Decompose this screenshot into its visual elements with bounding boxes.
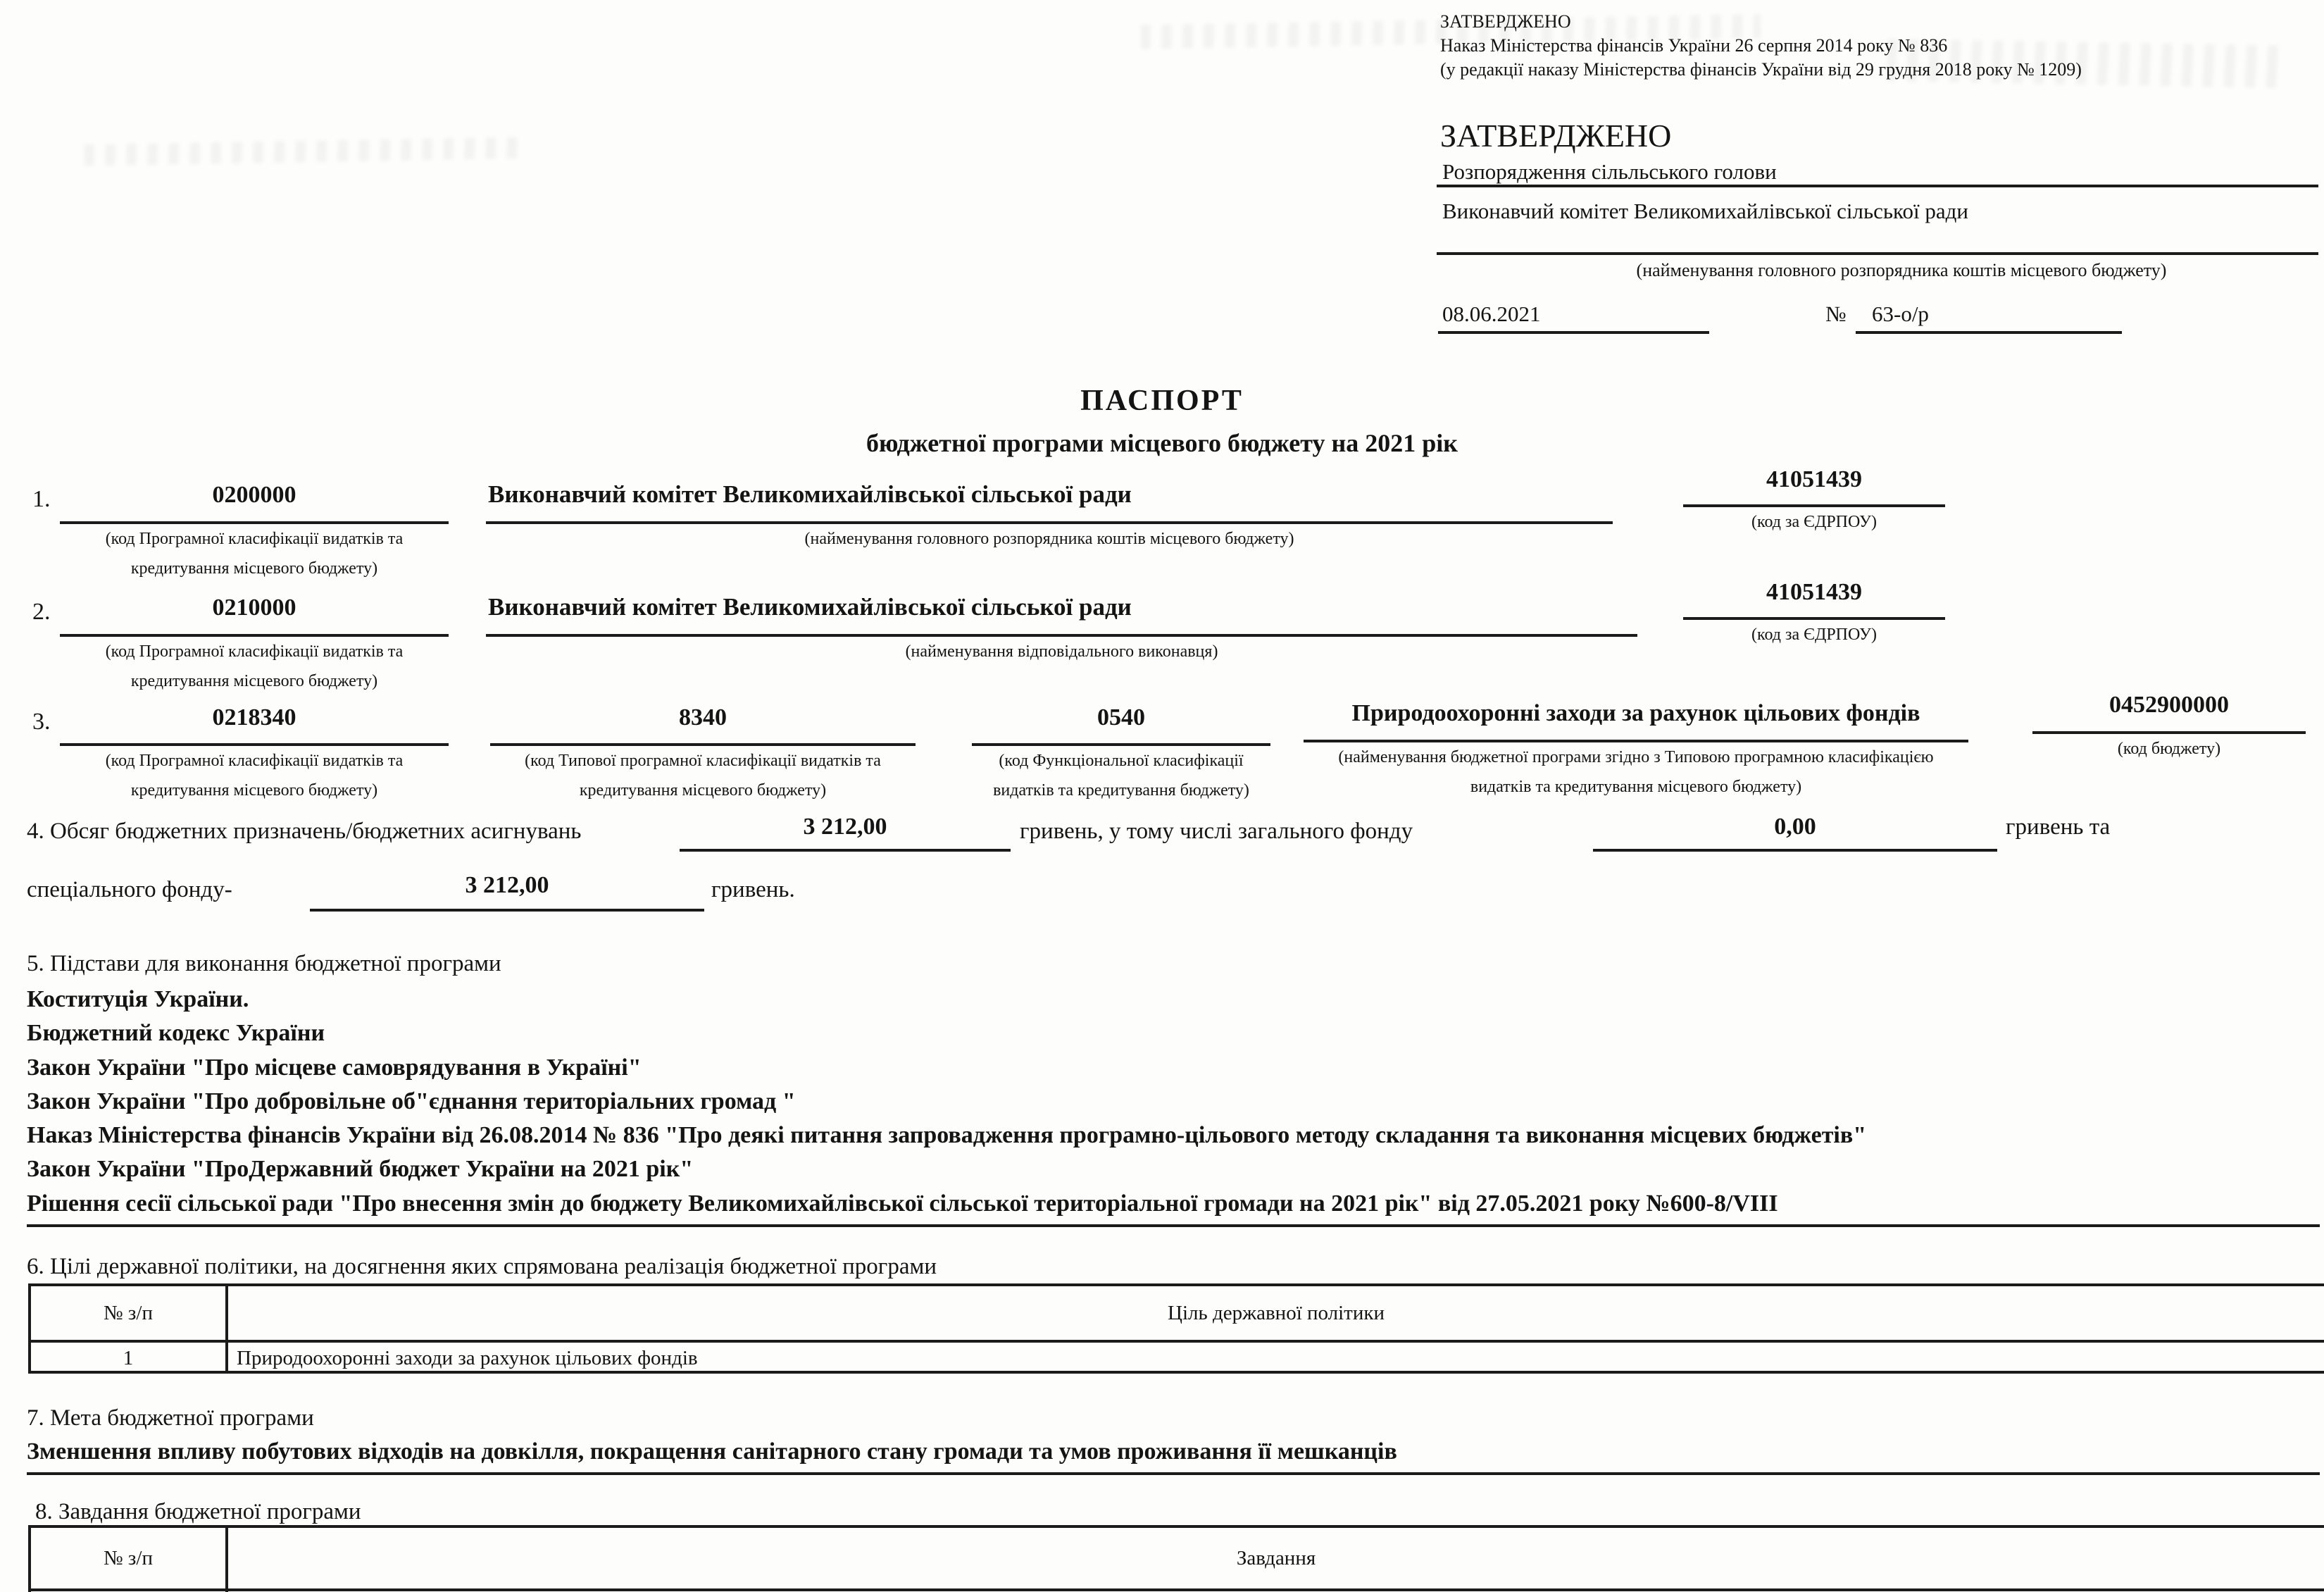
legal-basis-line: Бюджетний кодекс України xyxy=(27,1020,325,1046)
legal-basis-line: Закон України "Про добровільне об"єднання територіальних громад " xyxy=(27,1088,796,1114)
item2-name-underline xyxy=(486,634,1637,637)
item4-special-fund-amount: 3 212,00 xyxy=(465,872,549,898)
item1-name-underline xyxy=(486,521,1613,524)
item7-purpose-text: Зменшення впливу побутових відходів на довкілля, покращення санітарного стану громади та умов проживання її мешканців xyxy=(27,1438,1397,1464)
legal-basis-line: Наказ Міністерства фінансів України від 26.08.2014 № 836 "Про деякі питання запровадження програмно-цільового методу складання та виконання місцевих бюджетів" xyxy=(27,1122,1867,1148)
item3-code-underline xyxy=(60,743,449,746)
item3-program-caption-line1: (найменування бюджетної програми згідно з Типовою програмною класифікацією xyxy=(1338,748,1934,766)
item1-code-underline xyxy=(60,521,449,524)
item4-suffix: гривень та xyxy=(2006,814,2111,840)
item3-program-caption-line2: видатків та кредитування місцевого бюджету) xyxy=(1470,778,1802,796)
item3-budget-code-underline xyxy=(2032,731,2306,734)
item2-code-caption-line1: (код Програмної класифікації видатків та xyxy=(105,642,404,661)
tasks-table-header-num: № з/п xyxy=(104,1546,153,1569)
item2-code-caption-line2: кредитування місцевого бюджету) xyxy=(130,672,378,690)
goals-table xyxy=(28,1283,2324,1374)
item3-typical-caption-line1: (код Типової програмної класифікації видатків та xyxy=(525,752,881,770)
item3-budget-code-caption: (код бюджету) xyxy=(2117,740,2221,758)
item4-special-fund-underline xyxy=(310,909,704,912)
item8-heading: 8. Завдання бюджетної програми xyxy=(35,1499,361,1524)
item4-line2-suffix: гривень. xyxy=(711,877,795,902)
item2-program-code: 0210000 xyxy=(212,595,296,621)
tasks-table-header-task: Завдання xyxy=(1236,1546,1316,1569)
approval-order-type: Розпорядження сільльського голови xyxy=(1442,159,1777,184)
approval-number-underline xyxy=(1856,331,2122,334)
approval-order-underline xyxy=(1437,185,2318,187)
legal-basis-line: Закон України "Про місцеве самоврядування в Україні" xyxy=(27,1055,642,1081)
item2-organization-name: Виконавчий комітет Великомихайлівської сільської ради xyxy=(488,593,1132,621)
item4-total-underline xyxy=(680,849,1011,852)
page-title: ПАСПОРТ xyxy=(1080,385,1244,417)
item1-name-caption: (найменування головного розпорядника коштів місцевого бюджету) xyxy=(804,530,1294,548)
tasks-table-header-rule xyxy=(31,1588,2324,1591)
item1-edrpou-caption: (код за ЄДРПОУ) xyxy=(1751,513,1877,531)
item3-program-name: Природоохоронні заходи за рахунок цільових фондів xyxy=(1351,700,1920,726)
item3-typical-underline xyxy=(490,743,916,746)
item3-functional-code: 0540 xyxy=(1097,704,1145,730)
item4-mid-text: гривень, у тому числі загального фонду xyxy=(1020,819,1413,844)
item7-heading: 7. Мета бюджетної програми xyxy=(27,1405,314,1431)
item2-edrpou-code: 41051439 xyxy=(1766,579,1862,605)
item5-heading: 5. Підстави для виконання бюджетної програми xyxy=(27,951,501,976)
approval-doc-number: 63-о/р xyxy=(1872,301,1929,326)
approval-organization-caption: (найменування головного розпорядника коштів місцевого бюджету) xyxy=(1636,260,2167,280)
item3-functional-caption-line1: (код Функціональної класифікації xyxy=(999,752,1244,770)
legal-basis-line: Закон України "ПроДержавний бюджет України на 2021 рік" xyxy=(27,1156,694,1182)
item1-program-code: 0200000 xyxy=(212,482,296,508)
item4-general-fund-amount: 0,00 xyxy=(1774,814,1816,840)
item7-underline xyxy=(27,1472,2320,1475)
approval-number-sign: № xyxy=(1825,301,1847,326)
item2-code-underline xyxy=(60,634,449,637)
ministry-approval-block xyxy=(1440,10,2082,82)
item1-code-caption-line1: (код Програмної класифікації видатків та xyxy=(105,530,404,548)
item2-edrpou-caption: (код за ЄДРПОУ) xyxy=(1751,626,1877,644)
item3-typical-caption-line2: кредитування місцевого бюджету) xyxy=(579,781,827,800)
approval-date-underline xyxy=(1438,331,1709,334)
item5-bottom-rule xyxy=(27,1224,2320,1227)
item3-budget-code: 0452900000 xyxy=(2109,692,2229,718)
goals-table-header-goal: Ціль державної політики xyxy=(1168,1301,1385,1324)
page-subtitle: бюджетної програми місцевого бюджету на 2021 рік xyxy=(866,429,1458,457)
ministry-approval-label: ЗАТВЕРДЖЕНО xyxy=(1440,11,1571,32)
goals-table-row-goal: Природоохоронні заходи за рахунок цільових фондів xyxy=(237,1346,698,1369)
item1-code-caption-line2: кредитування місцевого бюджету) xyxy=(130,559,378,578)
approval-organization-underline xyxy=(1437,252,2318,255)
item3-code-caption-line1: (код Програмної класифікації видатків та xyxy=(105,752,404,770)
item3-code-caption-line2: кредитування місцевого бюджету) xyxy=(130,781,378,800)
item4-general-fund-underline xyxy=(1593,849,1997,852)
local-approval-label: ЗАТВЕРДЖЕНО xyxy=(1440,118,1672,154)
item2-name-caption: (найменування відповідального виконавця) xyxy=(905,642,1218,661)
item4-line2-prefix: спеціального фонду- xyxy=(27,877,232,902)
item1-number: 1. xyxy=(32,486,51,512)
item3-functional-caption-line2: видатків та кредитування бюджету) xyxy=(993,781,1249,800)
tasks-table xyxy=(28,1525,2324,1592)
item3-typical-code: 8340 xyxy=(679,704,727,730)
item1-edrpou-underline xyxy=(1683,504,1945,507)
item6-heading: 6. Цілі державної політики, на досягнення яких спрямована реалізація бюджетної програми xyxy=(27,1254,937,1279)
legal-basis-line: Рішення сесії сільської ради "Про внесення змін до бюджету Великомихайлівської сільської територіальної громади на 2021 рік" від 27.05.2021 року №600-8/VIII xyxy=(27,1190,1778,1217)
item1-edrpou-code: 41051439 xyxy=(1766,466,1862,492)
item2-edrpou-underline xyxy=(1683,617,1945,620)
item2-number: 2. xyxy=(32,599,51,625)
approval-date: 08.06.2021 xyxy=(1442,301,1541,326)
goals-table-row-num: 1 xyxy=(123,1346,134,1369)
scan-artifact xyxy=(85,137,521,166)
legal-basis-line: Коституція України. xyxy=(27,986,249,1012)
item1-organization-name: Виконавчий комітет Великомихайлівської сільської ради xyxy=(488,480,1132,508)
item3-functional-underline xyxy=(972,743,1270,746)
item3-program-code: 0218340 xyxy=(212,704,296,730)
ministry-approval-order: Наказ Міністерства фінансів України 26 серпня 2014 року № 836 xyxy=(1440,35,1948,56)
item3-number: 3. xyxy=(32,709,51,735)
item4-total-amount: 3 212,00 xyxy=(803,814,887,840)
goals-table-header-num: № з/п xyxy=(104,1301,153,1324)
item4-prefix: 4. Обсяг бюджетних призначень/бюджетних асигнувань xyxy=(27,819,582,844)
item3-program-name-underline xyxy=(1304,740,1968,742)
approval-organization: Виконавчий комітет Великомихайлівської сільської ради xyxy=(1442,199,1968,223)
ministry-approval-edition: (у редакції наказу Міністерства фінансів України від 29 грудня 2018 року № 1209) xyxy=(1440,59,2082,80)
